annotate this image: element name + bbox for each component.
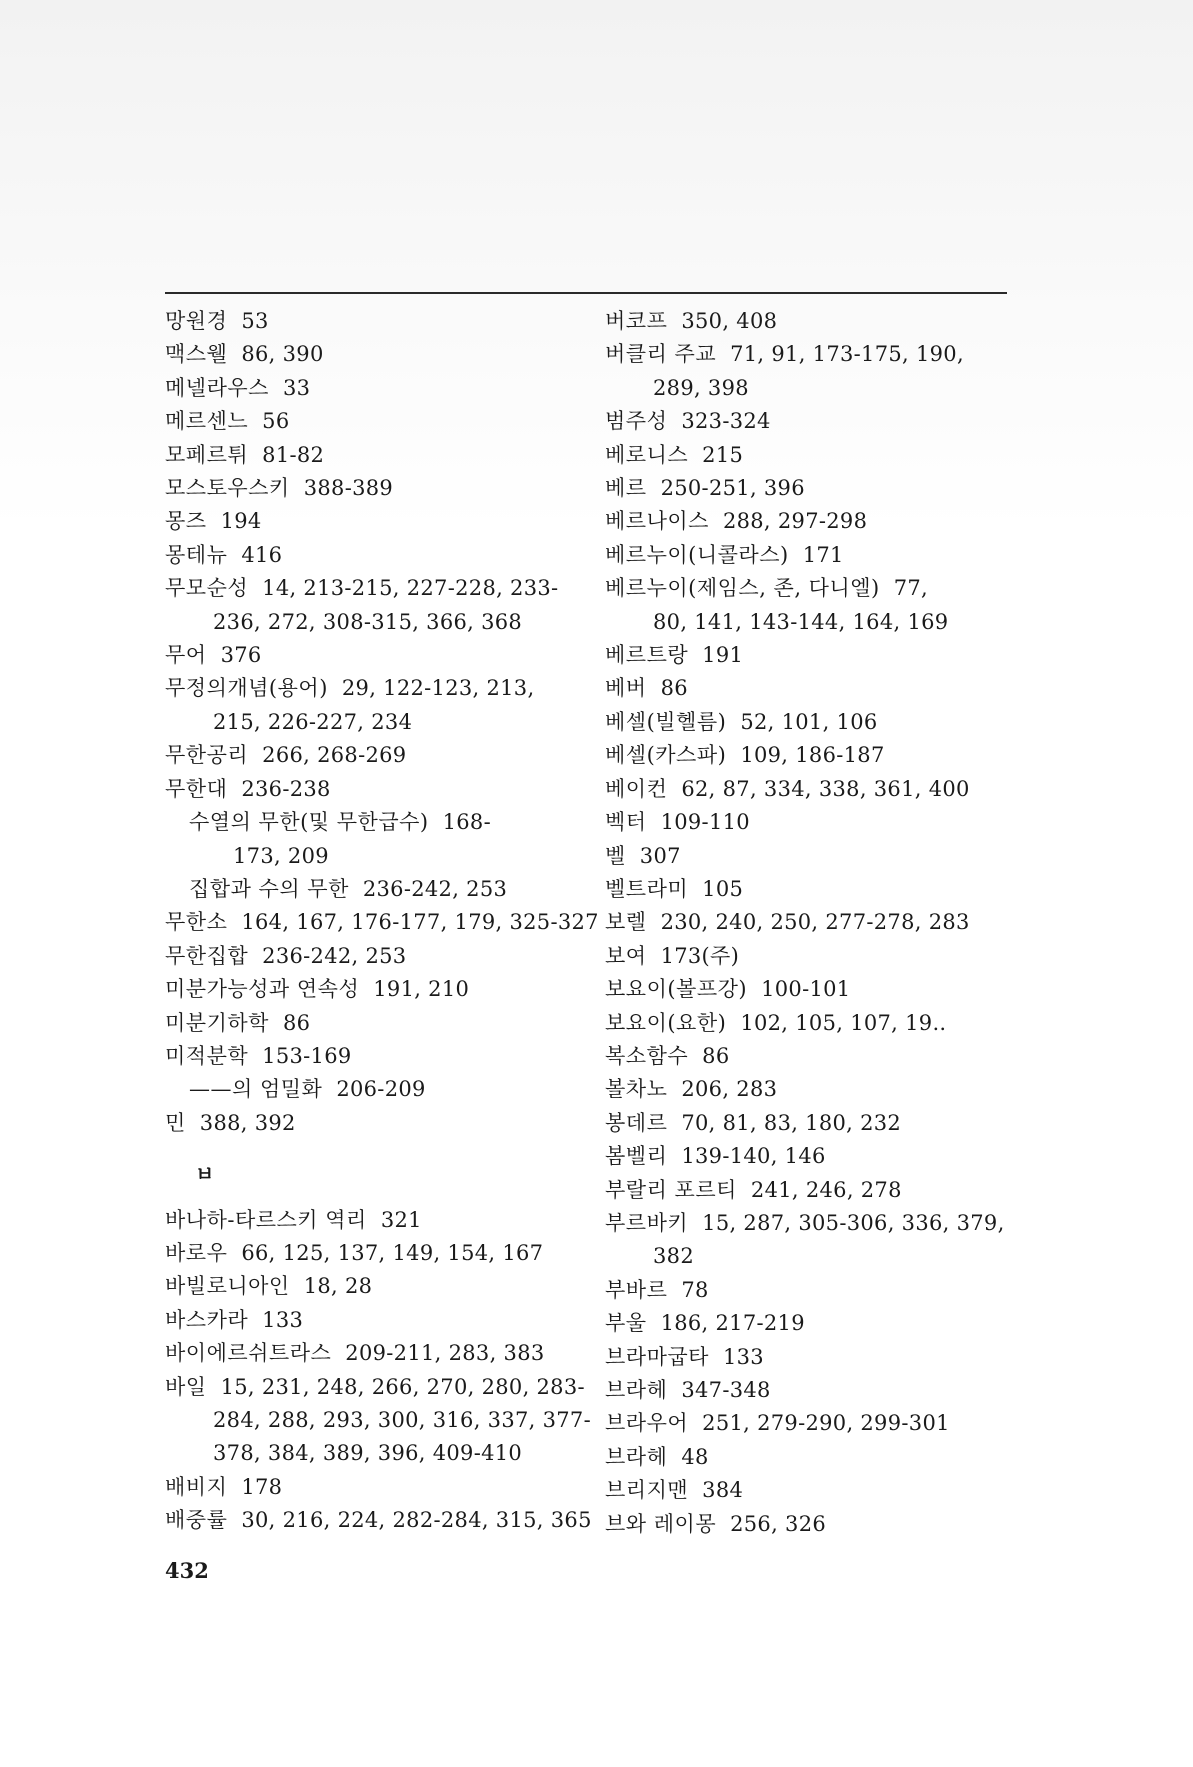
index-pages: 347-348: [681, 1378, 771, 1402]
index-term: 무모순성: [165, 576, 249, 601]
index-entry: [165, 1304, 565, 1337]
index-term: 복소함수: [605, 1043, 689, 1068]
index-column-right: [605, 305, 1005, 1541]
index-term: 무어: [165, 643, 207, 668]
index-entry: [165, 639, 565, 672]
index-pages: 250-251, 396: [660, 476, 805, 501]
index-pages: 256, 326: [730, 1511, 827, 1536]
index-entry: [605, 672, 1005, 705]
index-pages: 209-211, 283, 383: [345, 1341, 545, 1366]
index-entry: [605, 1240, 1005, 1273]
index-pages: 102, 105, 107, 19..: [740, 1010, 947, 1035]
index-entry: [605, 1508, 1005, 1541]
index-term: 부랄리 포르티: [605, 1177, 737, 1202]
index-term: 몽테뉴: [165, 542, 228, 567]
index-pages: 288, 297-298: [722, 509, 868, 534]
index-pages: 15, 287, 305-306, 336, 379,: [702, 1210, 1005, 1235]
index-pages: 18, 28: [303, 1274, 373, 1299]
index-term: 버코프: [605, 309, 668, 333]
index-entry: [605, 338, 1005, 371]
index-term: 망원경: [165, 309, 228, 333]
index-pages: 206, 283: [681, 1077, 778, 1102]
index-pages: 384: [702, 1478, 744, 1503]
index-pages: 186, 217-219: [660, 1311, 805, 1336]
index-entry: [605, 606, 1005, 639]
index-list-left-a: [165, 305, 599, 1140]
index-entry: [165, 973, 565, 1006]
index-pages: 194: [220, 509, 262, 534]
index-pages: 215: [702, 442, 744, 467]
index-entry: [605, 1107, 1005, 1140]
index-term: ——의 엄밀화: [189, 1077, 323, 1102]
index-pages: 168-: [442, 810, 491, 835]
index-entry: [605, 973, 1005, 1006]
index-term: 브라헤: [605, 1444, 668, 1469]
index-pages: 77,: [893, 576, 929, 601]
index-pages: 323-324: [681, 409, 771, 434]
index-entry: [165, 773, 565, 806]
index-pages: 86: [702, 1043, 730, 1068]
index-term: 무한대: [165, 776, 228, 801]
index-term: 바이에르쉬트라스: [165, 1341, 332, 1366]
index-entry: [165, 940, 565, 973]
index-entry: [605, 1307, 1005, 1340]
index-pages: 178: [241, 1474, 283, 1499]
index-pages: 378, 384, 389, 396, 409-410: [213, 1441, 523, 1466]
index-term: 배중률: [165, 1508, 228, 1533]
index-pages: 86, 390: [241, 342, 324, 367]
index-entry: [165, 1504, 592, 1537]
index-pages: 350, 408: [681, 309, 778, 333]
index-term: 브라헤: [605, 1378, 668, 1402]
index-pages: 86: [282, 1010, 311, 1035]
index-pages: 307: [639, 843, 681, 868]
index-term: 부르바키: [605, 1210, 689, 1235]
index-term: 볼차노: [605, 1077, 668, 1102]
index-pages: 321: [380, 1207, 422, 1232]
index-entry: [165, 372, 565, 405]
index-entry: [165, 739, 565, 772]
index-pages: 100-101: [761, 977, 851, 1002]
index-pages: 78: [681, 1277, 709, 1302]
index-entry: [605, 572, 1005, 605]
index-pages: 241, 246, 278: [750, 1177, 902, 1202]
index-entry: [605, 372, 1005, 405]
index-entry: [605, 906, 1005, 939]
index-pages: 29, 122-123, 213,: [341, 676, 535, 701]
index-entry: [165, 1237, 565, 1270]
index-entry: [605, 405, 1005, 438]
index-pages: 139-140, 146: [681, 1144, 826, 1169]
index-pages: 109-110: [660, 810, 750, 835]
index-term: 베로니스: [605, 442, 689, 467]
index-entry: [605, 1441, 1005, 1474]
index-entry: [605, 1274, 1005, 1307]
index-entry: [165, 305, 565, 338]
index-term: 브와 레이몽: [605, 1511, 717, 1536]
index-term: 몽즈: [165, 509, 207, 534]
index-entry: [605, 1040, 1005, 1073]
section-heading: ㅂ: [195, 1162, 215, 1187]
index-entry: [165, 505, 565, 538]
index-entry: [605, 1174, 1005, 1207]
index-term: 무정의개념(용어): [165, 676, 328, 701]
index-entry: [605, 706, 1005, 739]
index-entry: [605, 739, 1005, 772]
index-entry: [605, 940, 1005, 973]
index-list-right: [605, 305, 1005, 1541]
index-term: 벡터: [605, 810, 647, 835]
index-term: 맥스웰: [165, 342, 228, 367]
index-column-left: [165, 305, 599, 1538]
index-pages: 388-389: [303, 476, 394, 501]
index-pages: 133: [722, 1344, 764, 1369]
index-pages: 81-82: [262, 442, 325, 467]
index-term: 바일: [165, 1374, 207, 1399]
index-term: 봉데르: [605, 1110, 668, 1135]
index-pages: 33: [282, 375, 311, 400]
index-term: 베르트랑: [605, 643, 689, 668]
index-entry: [165, 1007, 565, 1040]
index-term: 베셀(카스파): [605, 743, 727, 768]
index-term: 미분기하학: [165, 1010, 269, 1035]
index-pages: 206-209: [336, 1077, 426, 1102]
index-term: 모페르튀: [165, 442, 249, 467]
index-pages: 66, 125, 137, 149, 154, 167: [241, 1240, 544, 1265]
index-term: 벨트라미: [605, 876, 689, 901]
index-term: 베르누이(제임스, 존, 다니엘): [605, 576, 880, 601]
index-term: 봄벨리: [605, 1144, 668, 1169]
index-term: 브리지맨: [605, 1478, 689, 1503]
index-term: 부울: [605, 1311, 647, 1336]
index-term: 메넬라우스: [165, 375, 269, 400]
index-pages: 173, 209: [233, 843, 329, 868]
index-term: 베버: [605, 676, 647, 701]
index-pages: 80, 141, 143-144, 164, 169: [653, 609, 949, 634]
index-pages: 215, 226-227, 234: [213, 709, 413, 734]
index-pages: 236-242, 253: [362, 876, 508, 901]
index-entry: [605, 1007, 1005, 1040]
index-entry: [605, 539, 1005, 572]
index-entry: [165, 405, 565, 438]
index-entry: [605, 639, 1005, 672]
index-term: 보렐: [605, 910, 647, 935]
index-pages: 153-169: [262, 1043, 352, 1068]
index-term: 메르센느: [165, 409, 249, 434]
index-term: 집합과 수의 무한: [189, 876, 349, 901]
index-entry: [165, 873, 565, 906]
index-entry: [165, 472, 565, 505]
index-pages: 171: [802, 542, 844, 567]
index-term: 민: [165, 1110, 186, 1135]
index-pages: 14, 213-215, 227-228, 233-: [262, 576, 559, 601]
index-pages: 191, 210: [373, 977, 470, 1002]
index-pages: 376: [220, 643, 262, 668]
index-term: 브라우어: [605, 1411, 689, 1436]
index-entry: [605, 1140, 1005, 1173]
index-term: 무한소: [165, 910, 228, 935]
index-pages: 52, 101, 106: [740, 709, 878, 734]
index-entry: [605, 1474, 1005, 1507]
index-entry: [605, 439, 1005, 472]
index-entry: [165, 338, 565, 371]
index-entry: [605, 1207, 1005, 1240]
index-pages: 236-238: [241, 776, 331, 801]
page-number: 432: [165, 1558, 209, 1583]
index-entry: [165, 1040, 565, 1073]
index-term: 바빌로니아인: [165, 1274, 290, 1299]
index-pages: 251, 279-290, 299-301: [702, 1411, 950, 1436]
index-entry: [605, 873, 1005, 906]
index-term: 벨: [605, 843, 626, 868]
index-term: 보요이(요한): [605, 1010, 727, 1035]
index-term: 베르: [605, 476, 647, 501]
index-pages: 53: [241, 309, 269, 333]
index-term: 바로우: [165, 1240, 228, 1265]
index-term: 범주성: [605, 409, 668, 434]
index-pages: 71, 91, 173-175, 190,: [730, 342, 964, 367]
index-entry: [605, 806, 1005, 839]
index-entry: [165, 1073, 565, 1106]
index-pages: 382: [653, 1244, 694, 1269]
index-term: 베르나이스: [605, 509, 709, 534]
index-term: 부바르: [605, 1277, 668, 1302]
index-term: 무한공리: [165, 743, 249, 768]
index-entry: [165, 672, 565, 705]
index-entry: [165, 606, 565, 639]
index-pages: 266, 268-269: [262, 743, 407, 768]
index-term: 바스카라: [165, 1307, 249, 1332]
index-entry: [605, 472, 1005, 505]
index-pages: 230, 240, 250, 277-278, 283: [660, 910, 970, 935]
index-pages: 284, 288, 293, 300, 316, 337, 377-: [213, 1408, 591, 1432]
index-entry: [165, 1437, 565, 1470]
index-term: 브라마굽타: [605, 1344, 709, 1369]
index-term: 배비지: [165, 1474, 228, 1499]
index-pages: 191: [702, 643, 744, 668]
index-term: 버클리 주교: [605, 342, 717, 367]
index-pages: 62, 87, 334, 338, 361, 400: [681, 776, 970, 801]
index-entry: [605, 305, 1005, 338]
index-entry: [605, 773, 1005, 806]
index-term: 미분가능성과 연속성: [165, 977, 360, 1002]
index-entry: [605, 840, 1005, 873]
index-pages: 388, 392: [199, 1110, 296, 1135]
index-pages: 133: [262, 1307, 304, 1332]
index-pages: 236, 272, 308-315, 366, 368: [213, 609, 523, 634]
index-term: 보요이(볼프강): [605, 977, 748, 1002]
index-entry: [165, 1337, 565, 1370]
index-term: 보여: [605, 943, 647, 968]
index-pages: 30, 216, 224, 282-284, 315, 365: [241, 1508, 592, 1533]
index-entry: [165, 1471, 565, 1504]
index-entry: [165, 806, 565, 839]
index-entry: [165, 1107, 565, 1140]
index-entry: [165, 706, 565, 739]
index-entry: [605, 1374, 1005, 1407]
index-term: 모스토우스키: [165, 476, 290, 501]
index-pages: 289, 398: [653, 375, 749, 400]
index-term: 바나하-타르스키 역리: [165, 1207, 367, 1232]
index-pages: 109, 186-187: [740, 743, 885, 768]
index-entry: [165, 906, 599, 939]
index-pages: 15, 231, 248, 266, 270, 280, 283-: [220, 1374, 585, 1399]
index-pages: 86: [660, 676, 688, 701]
index-term: 베셀(빌헬름): [605, 709, 727, 734]
index-term: 베르누이(니콜라스): [605, 542, 789, 567]
index-entry: [165, 1270, 565, 1303]
index-pages: 164, 167, 176-177, 179, 325-327: [241, 910, 599, 935]
index-entry: [605, 505, 1005, 538]
index-term: 베이컨: [605, 776, 668, 801]
index-pages: 70, 81, 83, 180, 232: [681, 1110, 902, 1135]
index-pages: 48: [681, 1444, 709, 1469]
index-term: 수열의 무한(및 무한급수): [189, 810, 429, 835]
index-term: 미적분학: [165, 1043, 249, 1068]
header-rule: [165, 292, 1007, 294]
index-list-left-b: [165, 1204, 592, 1538]
index-entry: [165, 1404, 591, 1437]
index-entry: [165, 840, 565, 873]
index-pages: 105: [702, 876, 744, 901]
index-entry: [165, 1371, 585, 1404]
index-entry: [165, 439, 565, 472]
index-entry: [605, 1073, 1005, 1106]
index-entry: [165, 572, 565, 605]
index-pages: 236-242, 253: [262, 943, 407, 968]
index-pages: 416: [241, 542, 283, 567]
index-pages: 173(주): [660, 943, 740, 968]
index-entry: [605, 1407, 1005, 1440]
index-entry: [605, 1341, 1005, 1374]
index-entry: [165, 539, 565, 572]
index-pages: 56: [262, 409, 290, 434]
index-entry: [165, 1204, 565, 1237]
index-term: 무한집합: [165, 943, 249, 968]
